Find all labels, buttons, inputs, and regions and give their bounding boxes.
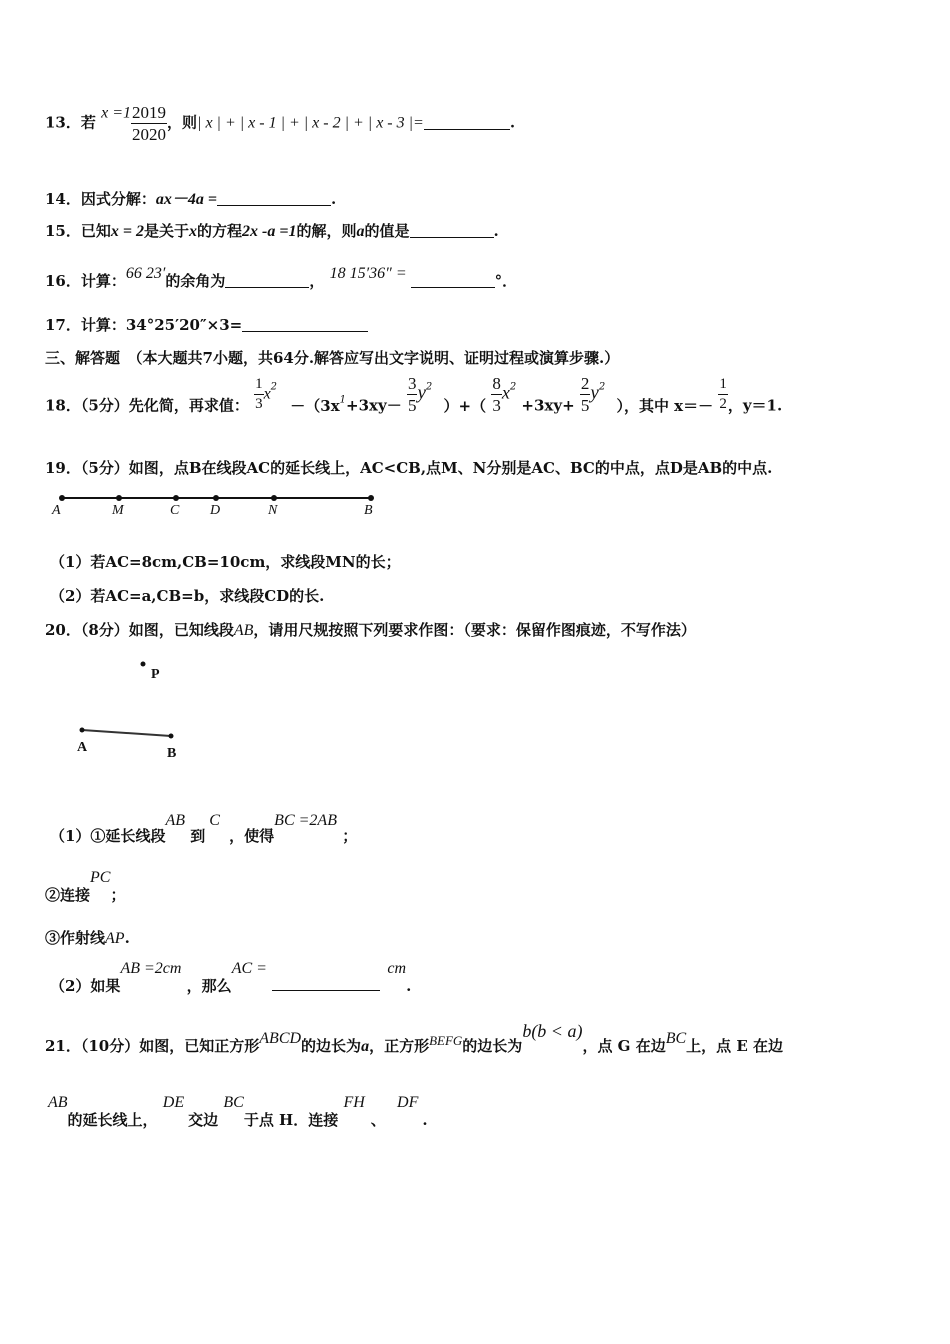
question-21: 21．（10分）如图，已知正方形ABCD的边长为a，正方形BEFG的边长为b(b < a)，点 G 在边BC上，点 E 在边 bbox=[45, 1021, 784, 1055]
answer-blank[interactable] bbox=[272, 976, 380, 991]
answer-blank[interactable] bbox=[217, 191, 331, 206]
label-m: M bbox=[112, 503, 124, 518]
question-13: 13．若 x =1 $\frac{2019}{2020}$ ，则| x | + | x - 1 | + | x - 2 | + | x - 3 |= . bbox=[45, 103, 516, 144]
question-14: 14．因式分解：ax－4a = . bbox=[45, 190, 337, 208]
label-d: D bbox=[210, 503, 221, 518]
fraction-2019-2020: $\frac{2019}{2020}$ bbox=[132, 103, 167, 144]
label-b: B bbox=[167, 746, 177, 761]
label-b: B bbox=[364, 503, 373, 518]
question-20-step-3: ③作射线AP. bbox=[45, 929, 130, 947]
label-a: A bbox=[77, 740, 88, 755]
point-n bbox=[271, 495, 277, 501]
point-p bbox=[141, 662, 146, 667]
question-20-step-2: ②连接PC； bbox=[45, 869, 126, 904]
section-3-header: 三、解答题 （本大题共7小题，共64分.解答应写出文字说明、证明过程或演算步骤.） bbox=[45, 349, 620, 367]
question-17: 17．计算：34°25′20″×3= bbox=[45, 314, 368, 335]
answer-blank[interactable] bbox=[410, 223, 494, 238]
label-p: P bbox=[151, 667, 160, 682]
question-20-step-1: （1）①延长线段AB 到C ，使得BC =2AB ； bbox=[50, 812, 358, 845]
label-n: N bbox=[268, 503, 278, 518]
answer-blank[interactable] bbox=[242, 317, 368, 332]
label-a: A bbox=[52, 503, 61, 518]
question-21-line-2: AB的延长线上， DE交边 BC于点 H．连接 FH、 DF. bbox=[48, 1094, 428, 1129]
point-d bbox=[213, 495, 219, 501]
answer-blank[interactable] bbox=[424, 115, 510, 130]
point-c bbox=[173, 495, 179, 501]
point-a bbox=[59, 495, 65, 501]
point-b bbox=[368, 495, 374, 501]
figure-19-segment bbox=[50, 490, 390, 526]
figure-20 bbox=[70, 655, 210, 765]
question-16: 16．计算：66 23′的余角为 ， 18 15′36″ = °． bbox=[45, 265, 518, 290]
answer-blank[interactable] bbox=[411, 273, 495, 288]
question-19-part-2: （2）若AC=a,CB=b，求线段CD的长. bbox=[50, 587, 325, 605]
question-19-part-1: （1）若AC=8cm,CB=10cm，求线段MN的长； bbox=[50, 553, 401, 571]
question-18: 18．（5分）先化简，再求值： $\frac{1}{3}$ $x^2 -(3x_1+3xy-$ $\frac{3}{5}$ $y^2$ ）+（ $\frac{8}{3}$ $x^2 +3xy+$ $\frac{2}{5}$ $y^2$ ），其中 x＝－ $\frac{1}{2}$ ，y＝1. bbox=[45, 374, 783, 415]
answer-blank[interactable] bbox=[225, 273, 309, 288]
question-20-part-2: （2）如果AB =2cm ，那么AC = cm. bbox=[50, 960, 412, 995]
label-c: C bbox=[170, 503, 180, 518]
point-b bbox=[169, 734, 174, 739]
question-19: 19．（5分）如图，点B在线段AC的延长线上，AC<CB,点M、N分别是AC、BC的中点，点D是AB的中点. bbox=[45, 459, 773, 477]
question-20: 20．（8分）如图，已知线段AB，请用尺规按照下列要求作图：（要求：保留作图痕迹，不写作法） bbox=[45, 621, 696, 639]
point-m bbox=[116, 495, 122, 501]
question-15: 15．已知x = 2是关于x的方程2x -a =1的解，则a的值是 . bbox=[45, 222, 499, 240]
point-a bbox=[80, 728, 85, 733]
